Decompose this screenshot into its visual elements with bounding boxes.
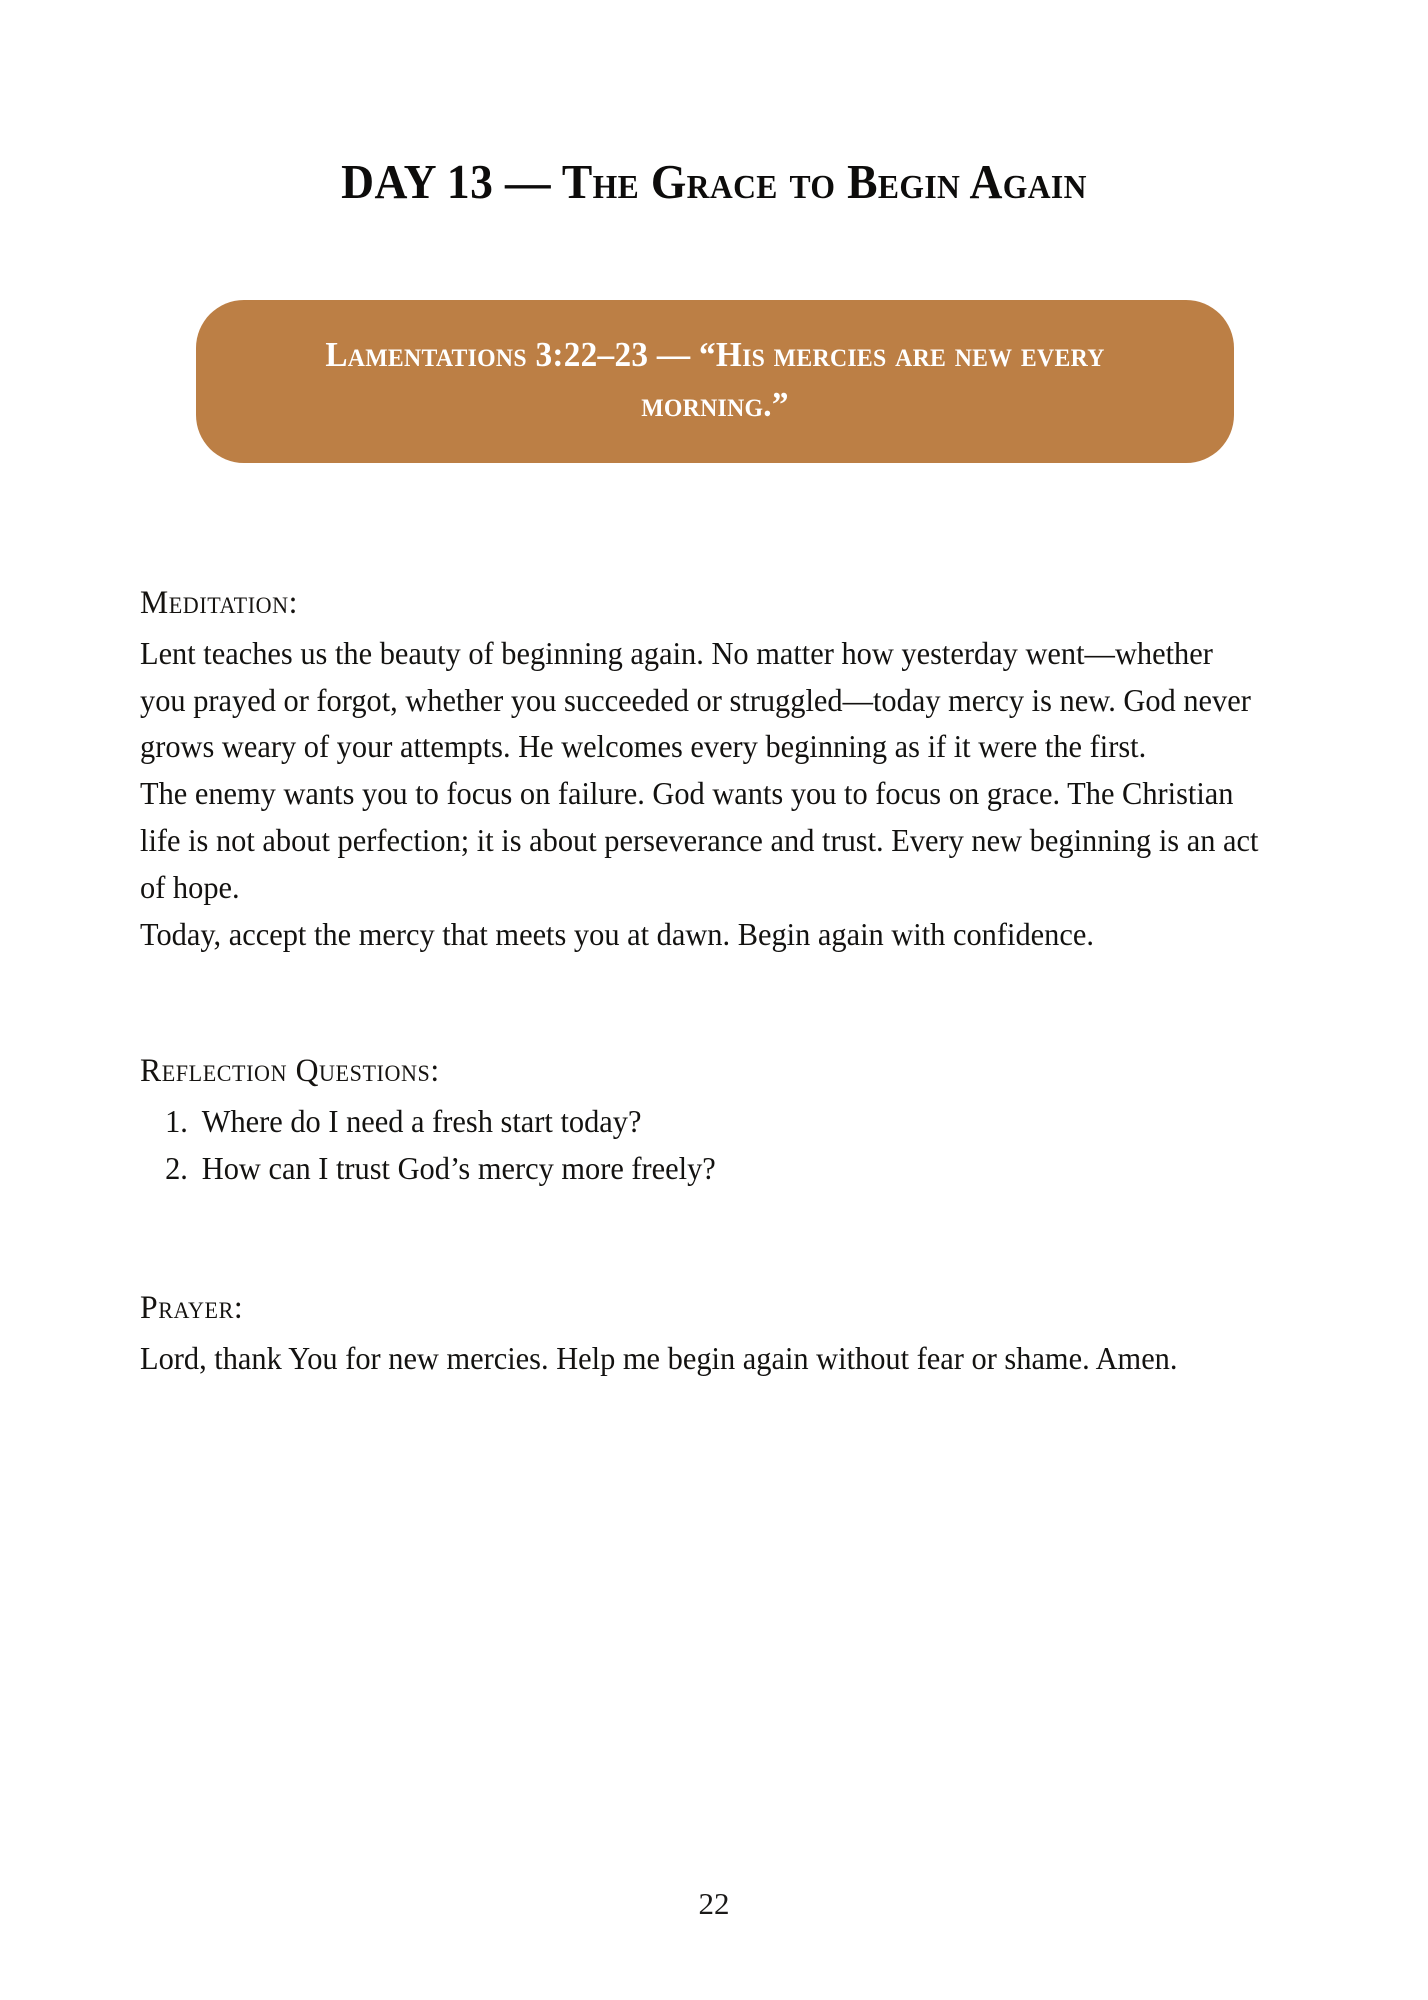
list-item-label: Where do I need a fresh start today? [201, 1103, 642, 1139]
meditation-paragraph-3: Today, accept the mercy that meets you at dawn. Begin again with confidence. [140, 917, 1094, 953]
meditation-heading: Meditation: [140, 585, 299, 621]
list-item-label: How can I trust God’s mercy more freely? [201, 1150, 716, 1186]
reflection-questions-heading: Reflection Questions: [140, 1053, 440, 1090]
list-item-number: 1. [165, 1103, 188, 1139]
list-item [140, 1099, 1259, 1146]
section-spacer [140, 959, 1300, 1051]
scripture-callout-box [196, 300, 1234, 463]
list-item [140, 1146, 1259, 1193]
prayer-heading: Prayer: [140, 1290, 244, 1327]
list-item-number: 2. [165, 1150, 188, 1186]
page-title: DAY 13 — The Grace to Begin Again [341, 153, 1087, 209]
scripture-reference-text: Lamentations 3:22–23 — “His mercies are new every morning.” [325, 335, 1105, 424]
prayer-paragraph: Lord, thank You for new mercies. Help me begin again without fear or shame. Amen. [140, 1341, 1178, 1377]
meditation-paragraph-1: Lent teaches us the beauty of beginning again. No matter how yesterday went—whether you prayed or forgot, whether you succeeded or struggled—today mercy is new. God never grows weary of your attempts. He welcomes every beginning as if it were the first. [140, 635, 1251, 765]
page-number: 22 [698, 1886, 730, 1921]
section-spacer [140, 1192, 1300, 1288]
reflection-questions-list [140, 1099, 1300, 1193]
page-content [140, 583, 1300, 1383]
meditation-paragraph-2: The enemy wants you to focus on failure. God wants you to focus on grace. The Christian life is not about perfection; it is about perseverance and trust. Every new beginning is an act of hope. [140, 776, 1259, 906]
